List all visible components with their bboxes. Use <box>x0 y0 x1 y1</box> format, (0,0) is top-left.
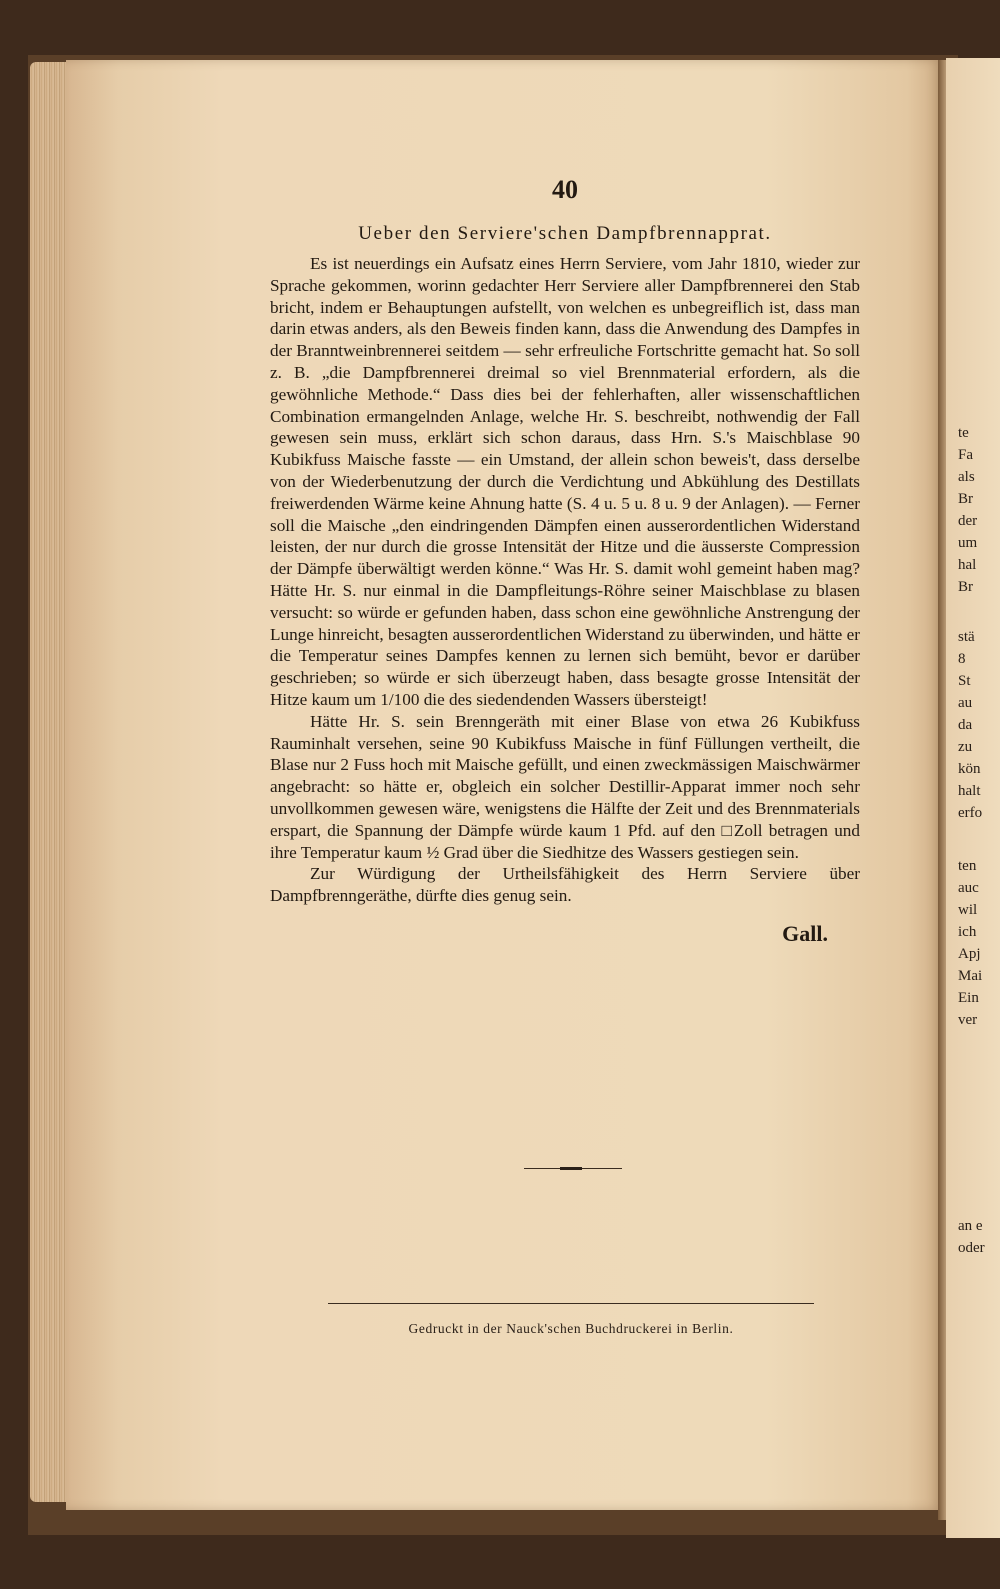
next-page-fragment: oder <box>958 1240 985 1256</box>
next-page-fragment: halt <box>958 783 981 799</box>
next-page-edge <box>946 58 1000 1538</box>
next-page-fragment: Ein <box>958 990 979 1006</box>
next-page-fragment: ver <box>958 1012 978 1028</box>
next-page-fragment: te <box>958 425 969 441</box>
next-page-fragment: an e <box>958 1218 983 1234</box>
next-page-fragment: als <box>958 469 975 485</box>
next-page-fragment: Br <box>958 491 973 507</box>
author-signature: Gall. <box>782 920 828 946</box>
body-paragraph: Es ist neuerdings ein Aufsatz eines Herrn Serviere, vom Jahr 1810, wieder zur Sprache gekommen, worinn gedachter Herr Serviere aller Dampfbrennerei den Stab bricht, indem er Behauptungen aufstellt, von welchen es unbegreiflich ist, dass man darin etwas anders, als den Beweis finden kann, dass die Anwendung des Dampfes in der Branntweinbrennerei seitdem — sehr erfreuliche Fortschritte gemacht hat. So soll z. B. „die Dampfbrennerei dreimal so viel Brennmaterial erfordern, als die gewöhnliche Methode.“ Dass dies bei der fehlerhaften, aller wissenschaftlichen Combination ermangelnden Anlage, welche Hr. S. beschreibt, nothwendig der Fall gewesen sein muss, erklärt sich schon daraus, dass Hrn. S.'s Maischblase 90 Kubikfuss Maische fasste — ein Umstand, der allein schon beweis't, dass derselbe von der Wiederbenutzung der durch die Verdichtung und Abkühlung des Destillats freiwerdenden Wärme keine Ahnung hatte (S. 4 u. 5 u. 8 u. 9 der Anlagen). — Ferner soll die Maische „den eindringenden Dämpfen einen ausserordentlichen Widerstand leisten, der nur durch die grosse Intensität der Hitze und die äusserste Compression der Dämpfe überwältigt werden könne.“ Was Hr. S. damit wohl gemeint haben mag? Hätte Hr. S. nur einmal in die Dampfleitungs-Röhre seiner Maischblase zu blasen versucht: so würde er gefunden haben, dass schon eine gewöhnliche Anstrengung der Lunge hinreicht, besagten ausserordentlichen Widerstand zu überwinden, und hätte er die Temperatur seines Dampfes kennen zu lernen sich bemüht, bevor er darüber geschrieben; so würde er sich überzeugt haben, dass besagte grosse Intensität der Hitze kaum um 1/100 die des siedendenden Wassers übersteigt! <box>270 254 860 709</box>
ornamental-divider <box>524 1167 622 1171</box>
article-title: Ueber den Serviere'schen Dampfbrennapprat. <box>358 223 772 244</box>
footer-rule <box>328 1303 814 1304</box>
next-page-fragment: St <box>958 673 971 689</box>
page-number: 40 <box>552 175 578 204</box>
body-paragraph: Hätte Hr. S. sein Brenngeräth mit einer Blase von etwa 26 Kubikfuss Rauminhalt versehen, seine 90 Kubikfuss Maische in fünf Füllungen vertheilt, die Blase nur 2 Fuss hoch mit Maische gefüllt, und einen zweckmässigen Maischwärmer angebracht: so hätte er, obgleich ein solcher Destillir-Apparat immer noch sehr unvollkommen gewesen wäre, wenigstens die Hälfte der Zeit und des Brennmaterials erspart, die Spannung der Dämpfe würde kaum 1 Pfd. auf den □Zoll betragen und ihre Temperatur kaum ½ Grad über die Siedhitze des Wassers gestiegen sein. <box>270 711 860 862</box>
next-page-fragment: erfo <box>958 805 983 821</box>
next-page-fragment: da <box>958 717 973 733</box>
next-page-fragment: Br <box>958 579 973 595</box>
next-page-fragment: kön <box>958 761 981 777</box>
next-page-fragment: Fa <box>958 447 973 463</box>
next-page-fragment: um <box>958 535 978 551</box>
next-page-fragment: au <box>958 695 973 711</box>
next-page-fragment: zu <box>958 739 973 755</box>
next-page-fragment: ich <box>958 924 977 940</box>
body-paragraph: Zur Würdigung der Urtheilsfähigkeit des Herrn Serviere über Dampfbrenngeräthe, dürfte dies genug sein. <box>270 864 860 906</box>
page-edges <box>30 62 70 1502</box>
next-page-fragment: stä <box>958 629 975 645</box>
next-page-fragment: auc <box>958 880 979 896</box>
printer-imprint: Gedruckt in der Nauck'schen Buchdruckerei in Berlin. <box>408 1321 734 1336</box>
next-page-fragment: Mai <box>958 968 983 984</box>
next-page-fragment: Apj <box>958 946 981 962</box>
next-page-fragment: 8 <box>958 651 966 667</box>
next-page-fragment: hal <box>958 557 977 573</box>
page-content <box>270 175 860 947</box>
next-page-fragment: der <box>958 513 978 529</box>
next-page-fragment: ten <box>958 858 977 874</box>
next-page-fragment: wil <box>958 902 978 918</box>
